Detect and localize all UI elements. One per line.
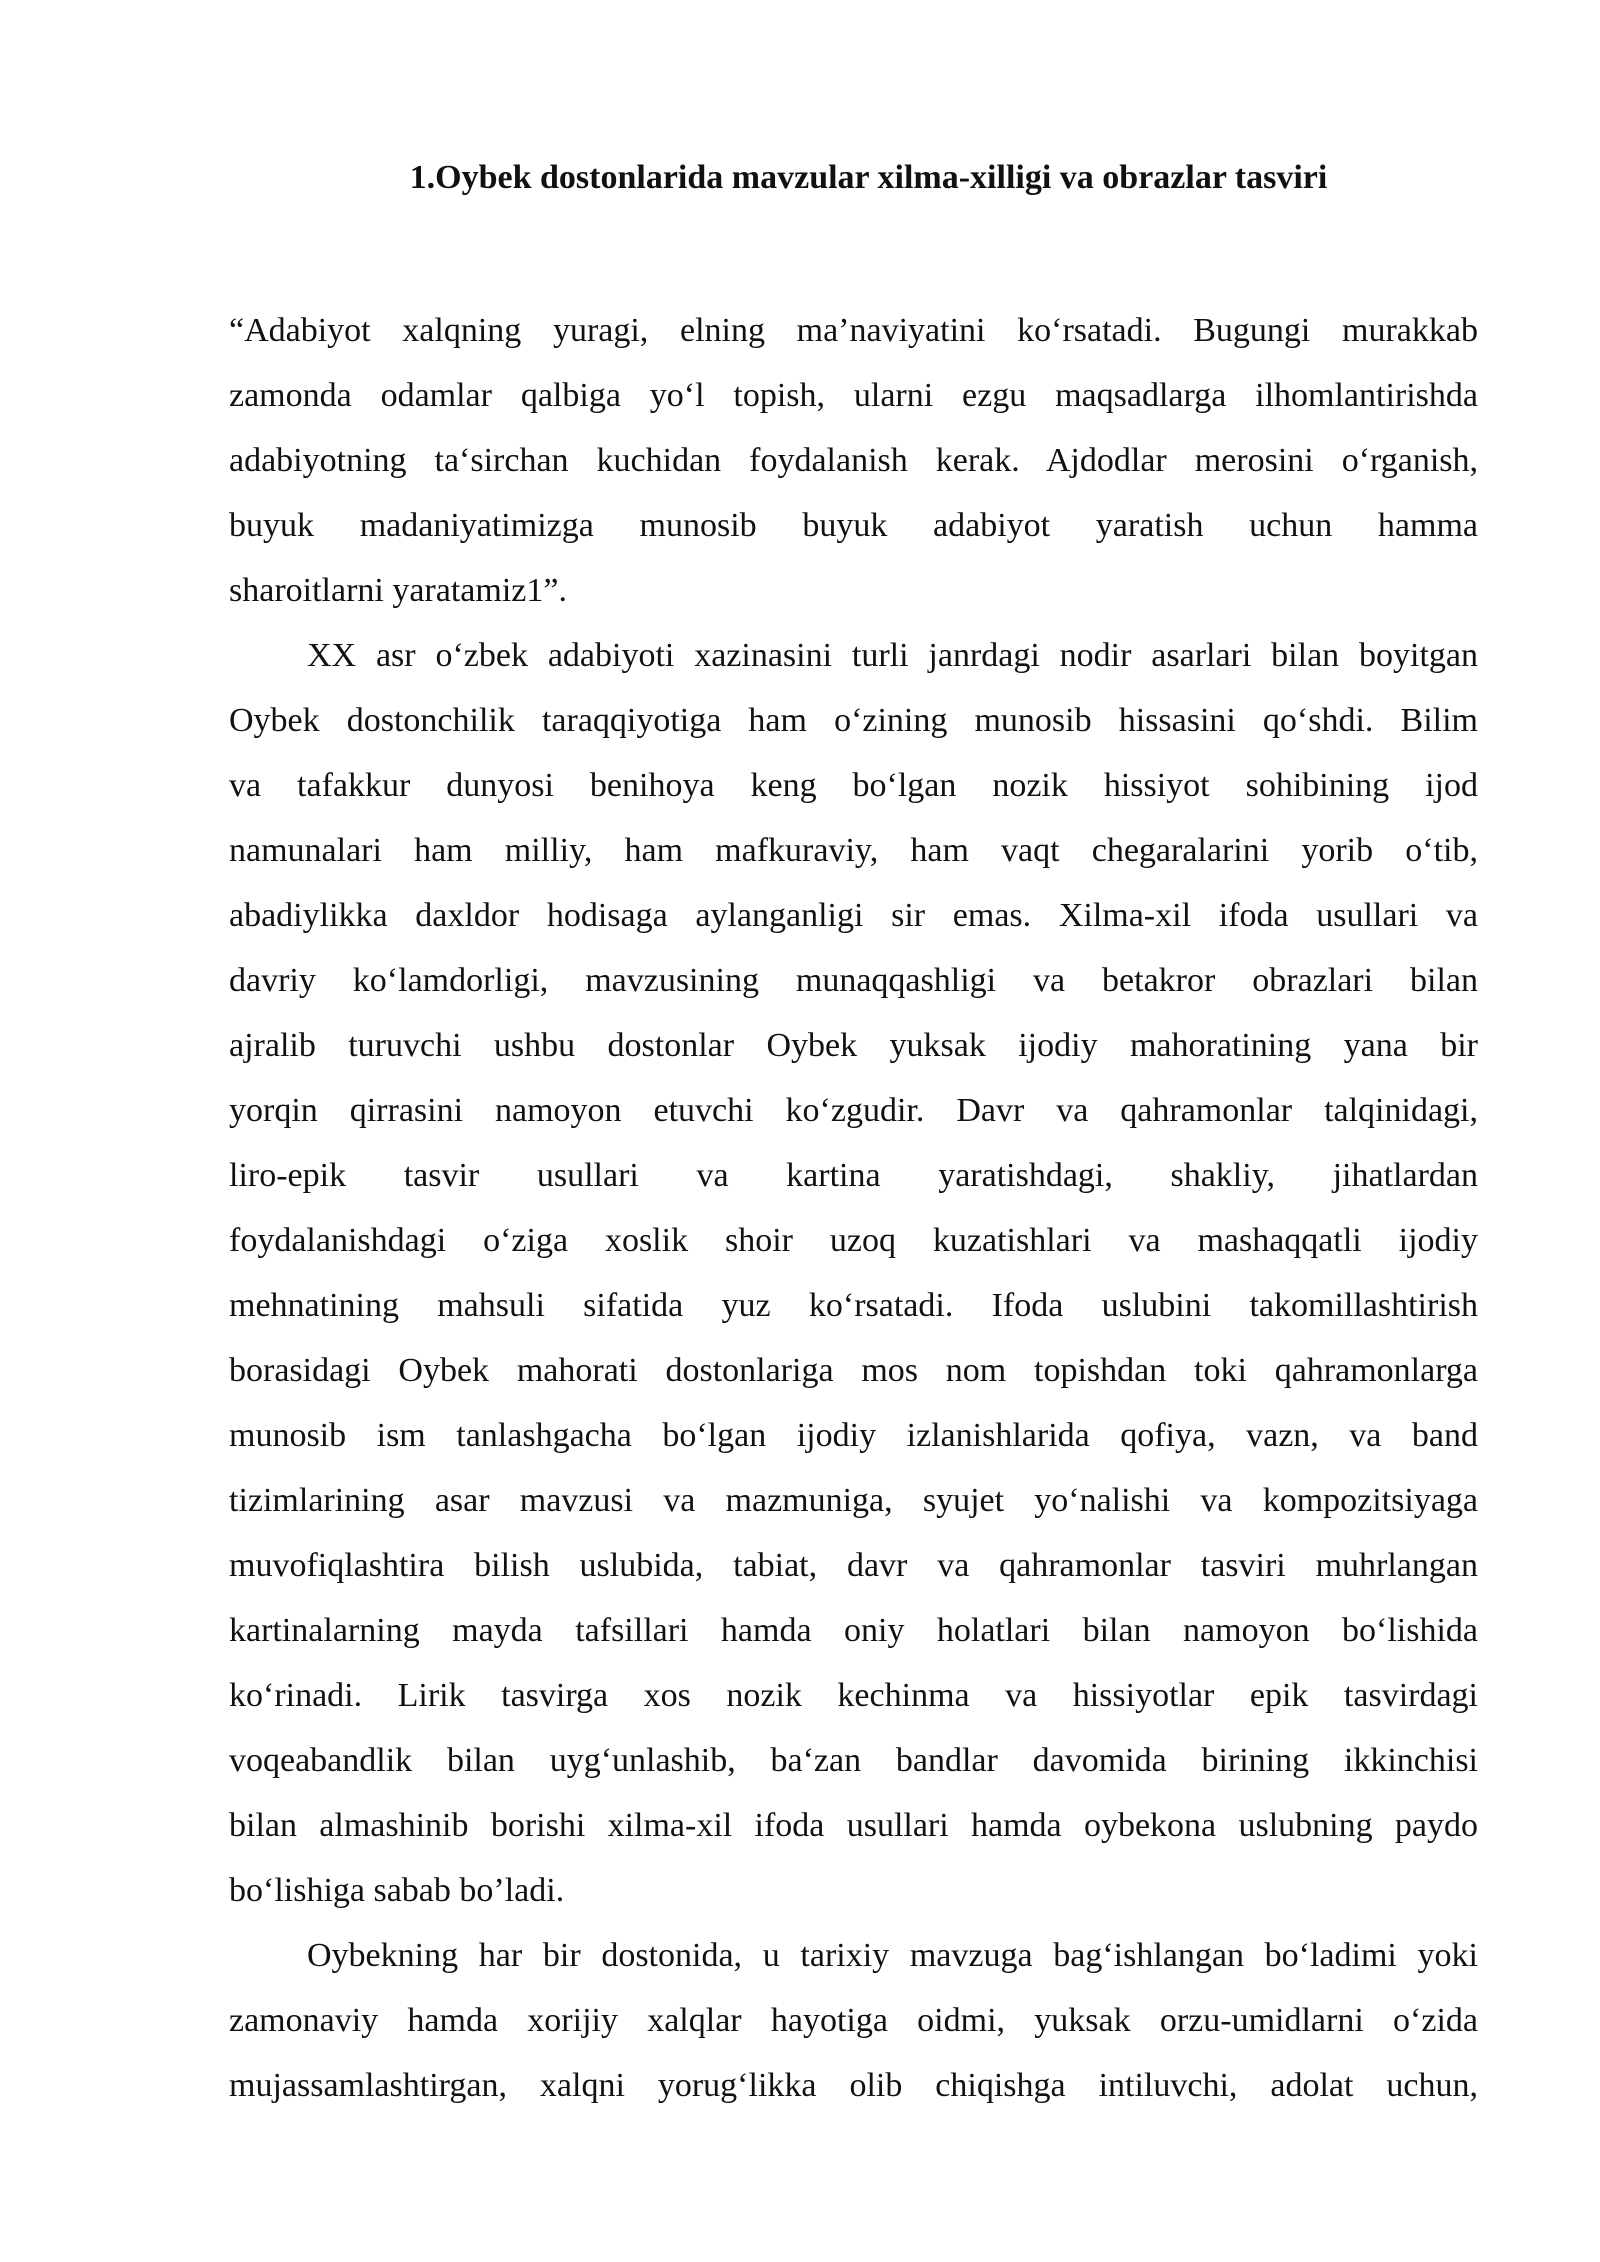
paragraph-line: foydalanishdagi o‘ziga xoslik shoir uzoq kuzatishlari va mashaqqatli ijodiy [229,1222,1478,1259]
paragraph-main [229,623,1478,1923]
paragraph-line: Oybekning har bir dostonida, u tarixiy mavzuga bag‘ishlangan bo‘ladimi yoki [307,1937,1478,1974]
paragraph-line: bo‘lishiga sabab bo’ladi. [229,1872,565,1909]
paragraph-line: mujassamlashtirgan, xalqni yorug‘likka olib chiqishga intiluvchi, adolat uchun, [229,2067,1478,2104]
document-content [229,150,1478,2118]
paragraph-line: tizimlarining asar mavzusi va mazmuniga, syujet yo‘nalishi va kompozitsiyaga [229,1482,1478,1519]
paragraph-line: ko‘rinadi. Lirik tasvirga xos nozik kechinma va hissiyotlar epik tasvirdagi [229,1677,1478,1714]
paragraph-line: bilan almashinib borishi xilma-xil ifoda usullari hamda oybekona uslubning paydo [229,1807,1478,1844]
paragraph-line: XX asr o‘zbek adabiyoti xazinasini turli janrdagi nodir asarlari bilan boyitgan [307,637,1478,674]
paragraph-line: yorqin qirrasini namoyon etuvchi ko‘zgudir. Davr va qahramonlar talqinidagi, [229,1092,1478,1129]
paragraph-line: abadiylikka daxldor hodisaga aylanganligi sir emas. Xilma-xil ifoda usullari va [229,897,1478,934]
paragraph-line: muvofiqlashtira bilish uslubida, tabiat, davr va qahramonlar tasviri muhrlangan [229,1547,1478,1584]
paragraph-line: sharoitlarni yaratamiz1”. [229,572,567,609]
paragraph-line: zamonda odamlar qalbiga yo‘l topish, ularni ezgu maqsadlarga ilhomlantirishda [229,377,1478,414]
page-title: 1.Oybek dostonlarida mavzular xilma-xilligi va obrazlar tasviri [409,159,1328,196]
paragraph-line: buyuk madaniyatimizga munosib buyuk adabiyot yaratish uchun hamma [229,507,1478,544]
paragraph-line: “Adabiyot xalqning yuragi, elning ma’naviyatini ko‘rsatadi. Bugungi murakkab [229,312,1478,349]
paragraph-line: mehnatining mahsuli sifatida yuz ko‘rsatadi. Ifoda uslubini takomillashtirish [229,1287,1478,1324]
paragraph-line: voqeabandlik bilan uyg‘unlashib, ba‘zan bandlar davomida birining ikkinchisi [229,1742,1478,1779]
paragraph-line: zamonaviy hamda xorijiy xalqlar hayotiga oidmi, yuksak orzu-umidlarni o‘zida [229,2002,1478,2039]
paragraph-line: va tafakkur dunyosi benihoya keng bo‘lgan nozik hissiyot sohibining ijod [229,767,1478,804]
paragraph-line: liro-epik tasvir usullari va kartina yaratishdagi, shakliy, jihatlardan [229,1157,1478,1194]
paragraph-line: namunalari ham milliy, ham mafkuraviy, ham vaqt chegaralarini yorib o‘tib, [229,832,1478,869]
paragraph-line: adabiyotning ta‘sirchan kuchidan foydalanish kerak. Ajdodlar merosini o‘rganish, [229,442,1478,479]
paragraph-line: borasidagi Oybek mahorati dostonlariga mos nom topishdan toki qahramonlarga [229,1352,1478,1389]
paragraph-continuation [229,1923,1478,2118]
paragraph-line: munosib ism tanlashgacha bo‘lgan ijodiy izlanishlarida qofiya, vazn, va band [229,1417,1478,1454]
document-body [229,298,1478,2118]
paragraph-line: Oybek dostonchilik taraqqiyotiga ham o‘zining munosib hissasini qo‘shdi. Bilim [229,702,1478,739]
paragraph-line: kartinalarning mayda tafsillari hamda oniy holatlari bilan namoyon bo‘lishida [229,1612,1478,1649]
paragraph-line: ajralib turuvchi ushbu dostonlar Oybek yuksak ijodiy mahoratining yana bir [229,1027,1478,1064]
paragraph-line: davriy ko‘lamdorligi, mavzusining munaqqashligi va betakror obrazlari bilan [229,962,1478,999]
paragraph-quote [229,298,1478,623]
